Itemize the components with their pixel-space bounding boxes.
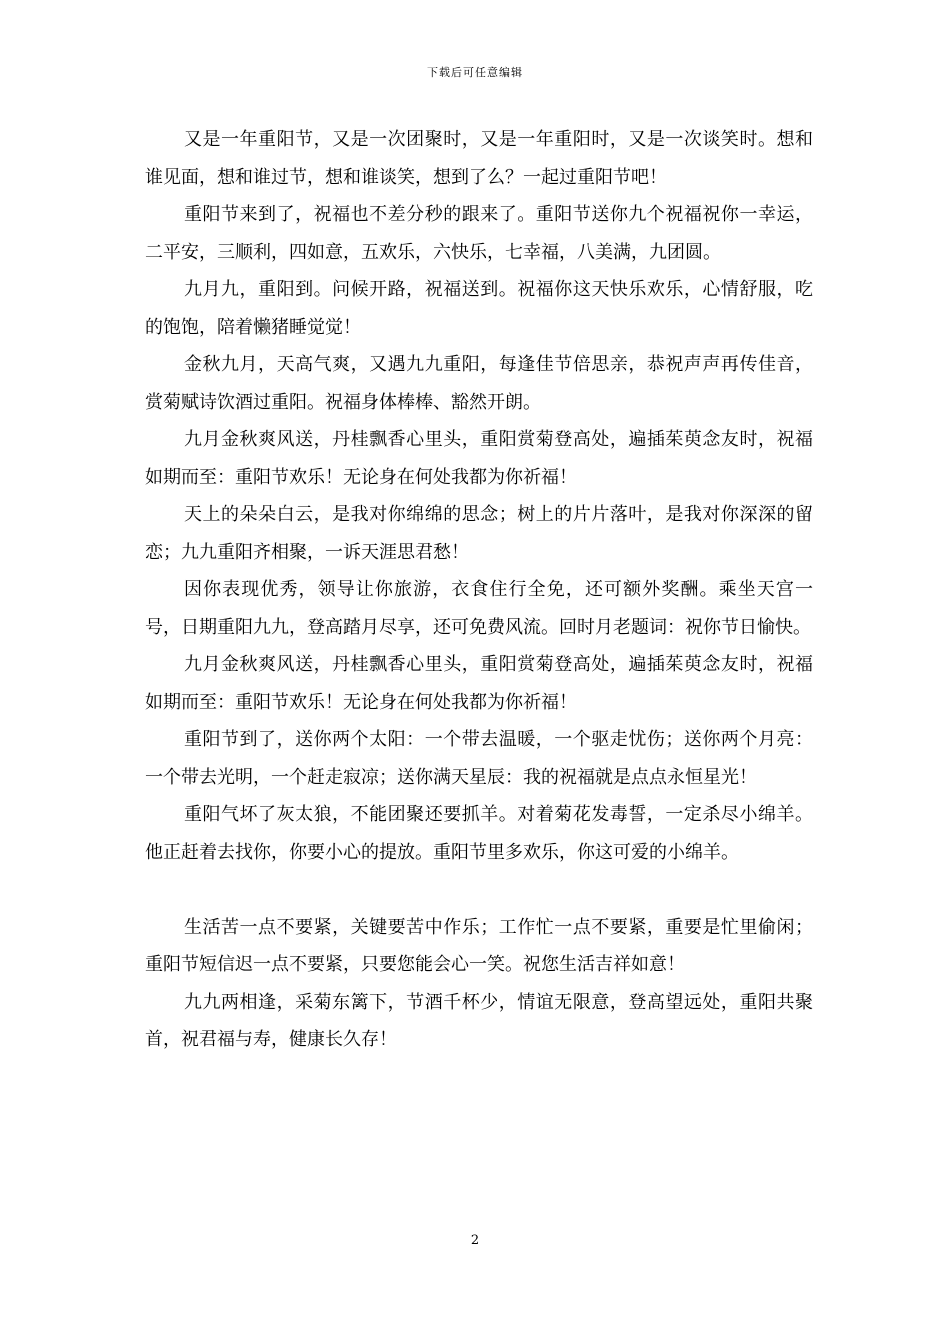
paragraph: 因你表现优秀，领导让你旅游，衣食住行全免，还可额外奖酬。乘坐天宫一号，日期重阳九九，登高踏月尽享，还可免费风流。回时月老题词：祝你节日愉快。 <box>145 579 813 638</box>
paragraph: 重阳节到了，送你两个太阳：一个带去温暖，一个驱走忧伤；送你两个月亮：一个带去光明，一个赶走寂凉；送你满天星辰：我的祝福就是点点永恒星光！ <box>145 729 813 788</box>
blank-line <box>145 871 813 909</box>
paragraph: 九九两相逢，采菊东篱下，节酒千杯少，情谊无限意，登高望远处，重阳共聚首，祝君福与寿，健康长久存！ <box>145 991 813 1050</box>
paragraph: 重阳气坏了灰太狼，不能团聚还要抓羊。对着菊花发毒誓，一定杀尽小绵羊。他正赶着去找你，你要小心的提放。重阳节里多欢乐，你这可爱的小绵羊。 <box>145 804 813 863</box>
paragraph: 九月九，重阳到。问候开路，祝福送到。祝福你这天快乐欢乐，心情舒服，吃的饱饱，陪着懒猪睡觉觉！ <box>145 279 813 338</box>
page-number: 2 <box>470 1233 480 1248</box>
paragraph: 九月金秋爽风送，丹桂飘香心里头，重阳赏菊登高处，遍插茱萸念友时，祝福如期而至：重阳节欢乐！无论身在何处我都为你祈福！ <box>145 654 813 713</box>
paragraph: 生活苦一点不要紧，关键要苦中作乐；工作忙一点不要紧，重要是忙里偷闲；重阳节短信迟一点不要紧，只要您能会心一笑。祝您生活吉祥如意！ <box>145 916 813 975</box>
paragraph: 金秋九月，天高气爽，又遇九九重阳，每逢佳节倍思亲，恭祝声声再传佳音，赏菊赋诗饮酒过重阳。祝福身体棒棒、豁然开朗。 <box>145 354 813 413</box>
paragraph: 九月金秋爽风送，丹桂飘香心里头，重阳赏菊登高处，遍插茱萸念友时，祝福如期而至：重阳节欢乐！无论身在何处我都为你祈福！ <box>145 429 813 488</box>
document-body <box>145 121 813 1059</box>
paragraph: 又是一年重阳节，又是一次团聚时，又是一年重阳时，又是一次谈笑时。想和谁见面，想和谁过节，想和谁谈笑，想到了么？一起过重阳节吧！ <box>145 129 813 188</box>
paragraph: 重阳节来到了，祝福也不差分秒的跟来了。重阳节送你九个祝福祝你一幸运，二平安，三顺利，四如意，五欢乐，六快乐，七幸福，八美满，九团圆。 <box>145 204 813 263</box>
paragraph: 天上的朵朵白云，是我对你绵绵的思念；树上的片片落叶，是我对你深深的留恋；九九重阳齐相聚，一诉天涯思君愁！ <box>145 504 813 563</box>
page-header: 下载后可任意编辑 <box>427 66 523 79</box>
